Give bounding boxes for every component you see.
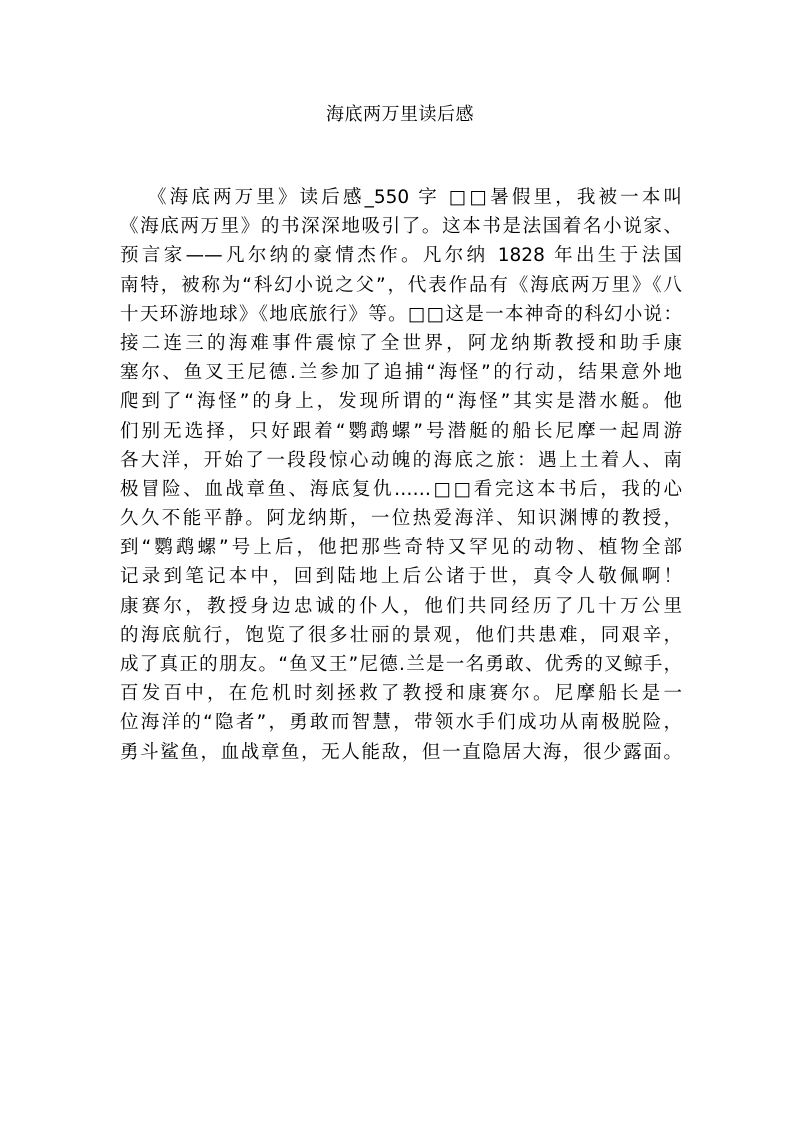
- body-line: 记录到笔记本中，回到陆地上后公诸于世，真令人敬佩啊！: [120, 566, 682, 588]
- body-line: 《海底两万里》的书深深地吸引了。这本书是法国着名小说家、: [120, 216, 682, 238]
- body-line: 各大洋，开始了一段段惊心动魄的海底之旅：遇上土着人、南: [120, 449, 682, 471]
- body-line: 南特，被称为“科幻小说之父”，代表作品有《海底两万里》《八: [120, 274, 682, 296]
- body-line: 位海洋的“隐者”，勇敢而智慧，带领水手们成功从南极脱险，: [120, 712, 682, 734]
- body-line: 极冒险、血战章鱼、海底复仇……□□看完这本书后，我的心: [120, 478, 682, 500]
- body-line: 到“鹦鹉螺”号上后，他把那些奇特又罕见的动物、植物全部: [120, 537, 682, 559]
- body-line: 的海底航行，饱览了很多壮丽的景观，他们共患难，同艰辛，: [120, 624, 682, 646]
- body-line: 塞尔、鱼叉王尼德.兰参加了追捕“海怪”的行动，结果意外地: [120, 362, 682, 384]
- body-line: 们别无选择，只好跟着“鹦鹉螺”号潜艇的船长尼摩一起周游: [120, 420, 682, 442]
- body-line: 预言家——凡尔纳的豪情杰作。凡尔纳 1828 年出生于法国: [120, 245, 682, 267]
- body-line: 《海底两万里》读后感_550 字 □□暑假里，我被一本叫: [148, 187, 682, 208]
- body-line: 康赛尔，教授身边忠诚的仆人，他们共同经历了几十万公里: [120, 595, 682, 617]
- document-title: 海底两万里读后感: [326, 104, 474, 125]
- body-line: 勇斗鲨鱼，血战章鱼，无人能敌，但一直隐居大海，很少露面。: [120, 741, 682, 763]
- document-body: [120, 183, 682, 767]
- body-line: 成了真正的朋友。“鱼叉王”尼德.兰是一名勇敢、优秀的叉鲸手，: [120, 654, 682, 675]
- body-line: 爬到了“海怪”的身上，发现所谓的“海怪”其实是潜水艇。他: [120, 391, 682, 413]
- body-line: 百发百中，在危机时刻拯救了教授和康赛尔。尼摩船长是一: [120, 683, 682, 705]
- body-line: 十天环游地球》《地底旅行》等。□□这是一本神奇的科幻小说：: [120, 303, 682, 325]
- body-line: 久久不能平静。阿龙纳斯，一位热爱海洋、知识渊博的教授，: [120, 508, 682, 530]
- body-line: 接二连三的海难事件震惊了全世界，阿龙纳斯教授和助手康: [120, 332, 682, 354]
